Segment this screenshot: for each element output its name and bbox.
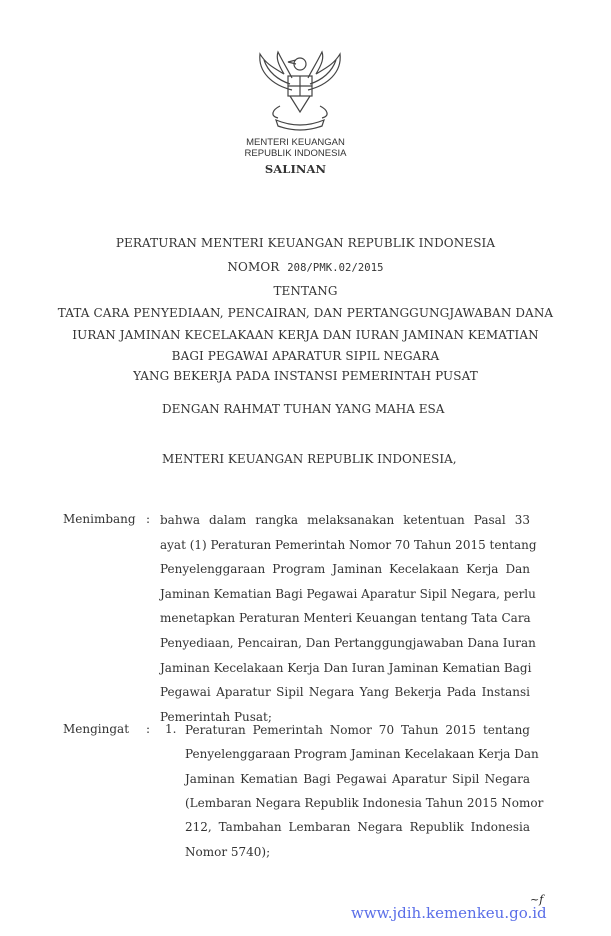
- menimbang-colon: :: [146, 512, 151, 526]
- body-text-line: Jaminan Kecelakaan Kerja Dan Iuran Jaminan Kematian Bagi: [160, 660, 532, 675]
- jdih-url-link[interactable]: www.jdih.kemenkeu.go.id: [351, 904, 547, 922]
- ministry-line-1: MENTERI KEUANGAN: [246, 137, 345, 148]
- menteri-line: MENTERI KEUANGAN REPUBLIK INDONESIA,: [162, 452, 457, 466]
- body-text-line: Jaminan Kematian Bagi Pegawai Aparatur Sipil Negara: [185, 771, 530, 786]
- body-text-line: bahwa dalam rangka melaksanakan ketentuan Pasal 33: [160, 513, 530, 527]
- body-text-line: Pegawai Aparatur Sipil Negara Yang Bekerja Pada Instansi: [160, 685, 530, 700]
- body-text-line: Nomor 5740);: [185, 844, 271, 859]
- mengingat-colon: :: [146, 722, 151, 736]
- subject-line: BAGI PEGAWAI APARATUR SIPIL NEGARA: [171, 349, 440, 363]
- garuda-emblem-icon: [252, 50, 348, 134]
- ministry-line-2: REPUBLIK INDONESIA: [244, 148, 347, 159]
- rahmat-line: DENGAN RAHMAT TUHAN YANG MAHA ESA: [162, 402, 445, 416]
- mengingat-item-number: 1.: [165, 722, 177, 736]
- body-text-line: Peraturan Pemerintah Nomor 70 Tahun 2015 tentang: [185, 723, 530, 737]
- body-text-line: ayat (1) Peraturan Pemerintah Nomor 70 Tahun 2015 tentang: [160, 537, 537, 552]
- regulation-title: PERATURAN MENTERI KEUANGAN REPUBLIK INDONESIA: [115, 236, 496, 250]
- body-text-line: Penyelenggaraan Program Jaminan Kecelakaan Kerja Dan: [185, 747, 539, 762]
- tentang-label: TENTANG: [273, 284, 338, 298]
- subject-line: IURAN JAMINAN KECELAKAAN KERJA DAN IURAN JAMINAN KEMATIAN: [72, 328, 539, 342]
- mengingat-label: Mengingat: [63, 722, 130, 736]
- body-text-line: Jaminan Kematian Bagi Pegawai Aparatur Sipil Negara, perlu: [160, 586, 536, 601]
- menimbang-label: Menimbang: [63, 512, 136, 526]
- subject-line: TATA CARA PENYEDIAAN, PENCAIRAN, DAN PERTANGGUNGJAWABAN DANA: [57, 306, 554, 320]
- body-text-line: 212, Tambahan Lembaran Negara Republik Indonesia: [185, 820, 530, 835]
- initial-mark: ~f: [530, 893, 544, 906]
- regulation-number: [0, 260, 611, 274]
- nomor-label: NOMOR: [227, 260, 280, 274]
- body-text-line: Penyediaan, Pencairan, Dan Pertanggungjawaban Dana Iuran: [160, 636, 536, 650]
- nomor-value: 208/PMK.02/2015: [287, 262, 384, 274]
- body-text-line: Penyelenggaraan Program Jaminan Kecelakaan Kerja Dan: [160, 562, 530, 577]
- body-text-line: (Lembaran Negara Republik Indonesia Tahun 2015 Nomor: [185, 795, 544, 810]
- salinan-stamp: SALINAN: [264, 162, 327, 176]
- body-text-line: menetapkan Peraturan Menteri Keuangan tentang Tata Cara: [160, 611, 531, 626]
- body-text-line: Pemerintah Pusat;: [160, 709, 272, 724]
- subject-line: YANG BEKERJA PADA INSTANSI PEMERINTAH PUSAT: [133, 369, 478, 383]
